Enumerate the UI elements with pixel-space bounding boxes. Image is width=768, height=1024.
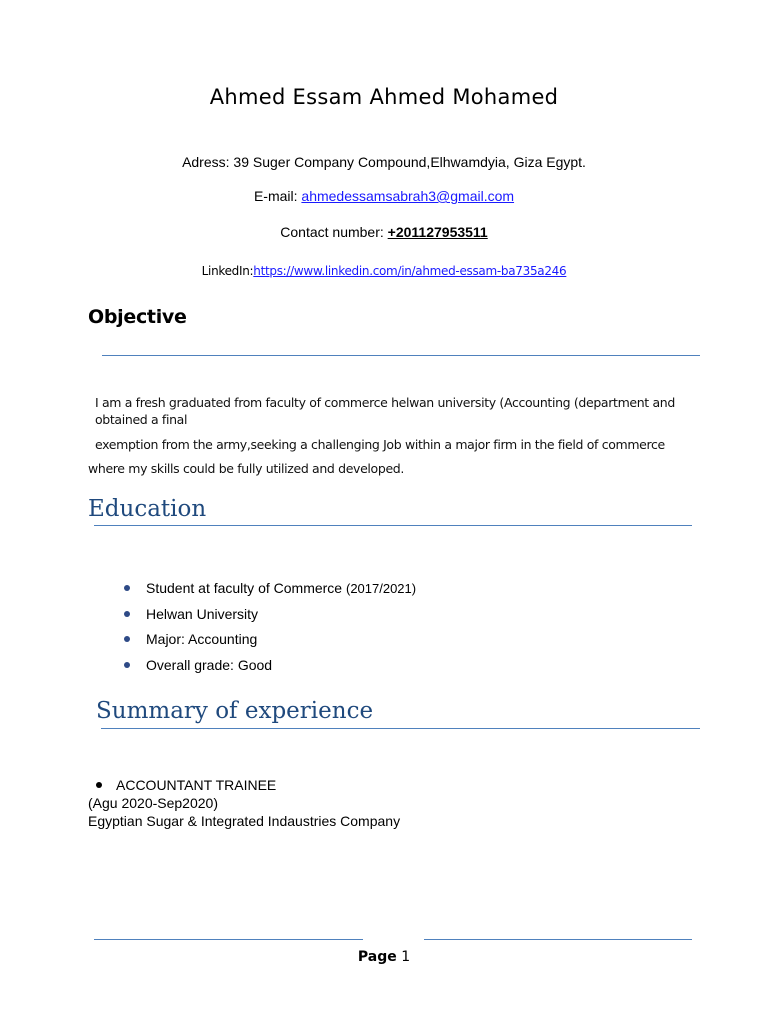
objective-line-2: obtained a final (95, 412, 188, 427)
education-item (124, 630, 416, 656)
address-label: Adress: (182, 154, 234, 170)
objective-divider (102, 355, 700, 356)
education-divider (94, 525, 692, 526)
objective-line-4: where my skills could be fully utilized and developed. (88, 461, 404, 476)
education-item (124, 605, 416, 631)
experience-heading: Summary of experience (96, 698, 374, 724)
page-indicator (0, 949, 768, 965)
footer-divider-right (424, 939, 692, 940)
bullet-icon (124, 636, 130, 642)
objective-line-3: exemption from the army,seeking a challenging Job within a major firm in the field of commerce (95, 437, 665, 452)
linkedin-link[interactable]: https://www.linkedin.com/in/ahmed-essam-ba735a246 (253, 264, 567, 278)
page-number: 1 (401, 949, 411, 965)
address-line (0, 154, 768, 170)
objective-heading: Objective (88, 306, 187, 328)
linkedin-label: LinkedIn: (201, 264, 254, 278)
experience-company: Egyptian Sugar & Integrated Indaustries Company (88, 813, 401, 829)
page-label: Page (357, 949, 397, 965)
education-item-text: Overall grade: Good (146, 656, 273, 673)
email-label: E-mail: (253, 188, 302, 204)
contact-number-value: +201127953511 (387, 224, 488, 240)
experience-title (96, 776, 276, 794)
bullet-icon (124, 585, 130, 591)
education-item (124, 579, 416, 605)
education-heading: Education (88, 496, 207, 522)
experience-title-text: ACCOUNTANT TRAINEE (116, 777, 277, 793)
email-link[interactable]: ahmedessamsabrah3@gmail.com (301, 188, 515, 204)
bullet-icon (124, 662, 130, 668)
education-item (124, 656, 416, 682)
email-line (0, 188, 768, 204)
education-list (124, 579, 416, 681)
objective-line-1: I am a fresh graduated from faculty of commerce helwan university (Accounting (department and (95, 395, 675, 410)
address-value: 39 Suger Company Compound,Elhwamdyia, Giza Egypt. (233, 154, 586, 170)
footer-divider-left (94, 939, 363, 940)
contact-number-line (0, 224, 768, 240)
experience-divider (101, 728, 700, 729)
candidate-name: Ahmed Essam Ahmed Mohamed (209, 85, 559, 109)
bullet-icon (124, 611, 130, 617)
linkedin-line (0, 264, 768, 278)
contact-label: Contact number: (280, 224, 388, 240)
education-item-years: (2017/2021) (345, 581, 417, 596)
bullet-icon (96, 782, 102, 788)
education-item-text: Student at faculty of Commerce (146, 580, 346, 596)
experience-period: (Agu 2020-Sep2020) (88, 795, 218, 811)
education-item-text: Helwan University (146, 605, 259, 622)
education-item-text: Major: Accounting (146, 631, 258, 647)
